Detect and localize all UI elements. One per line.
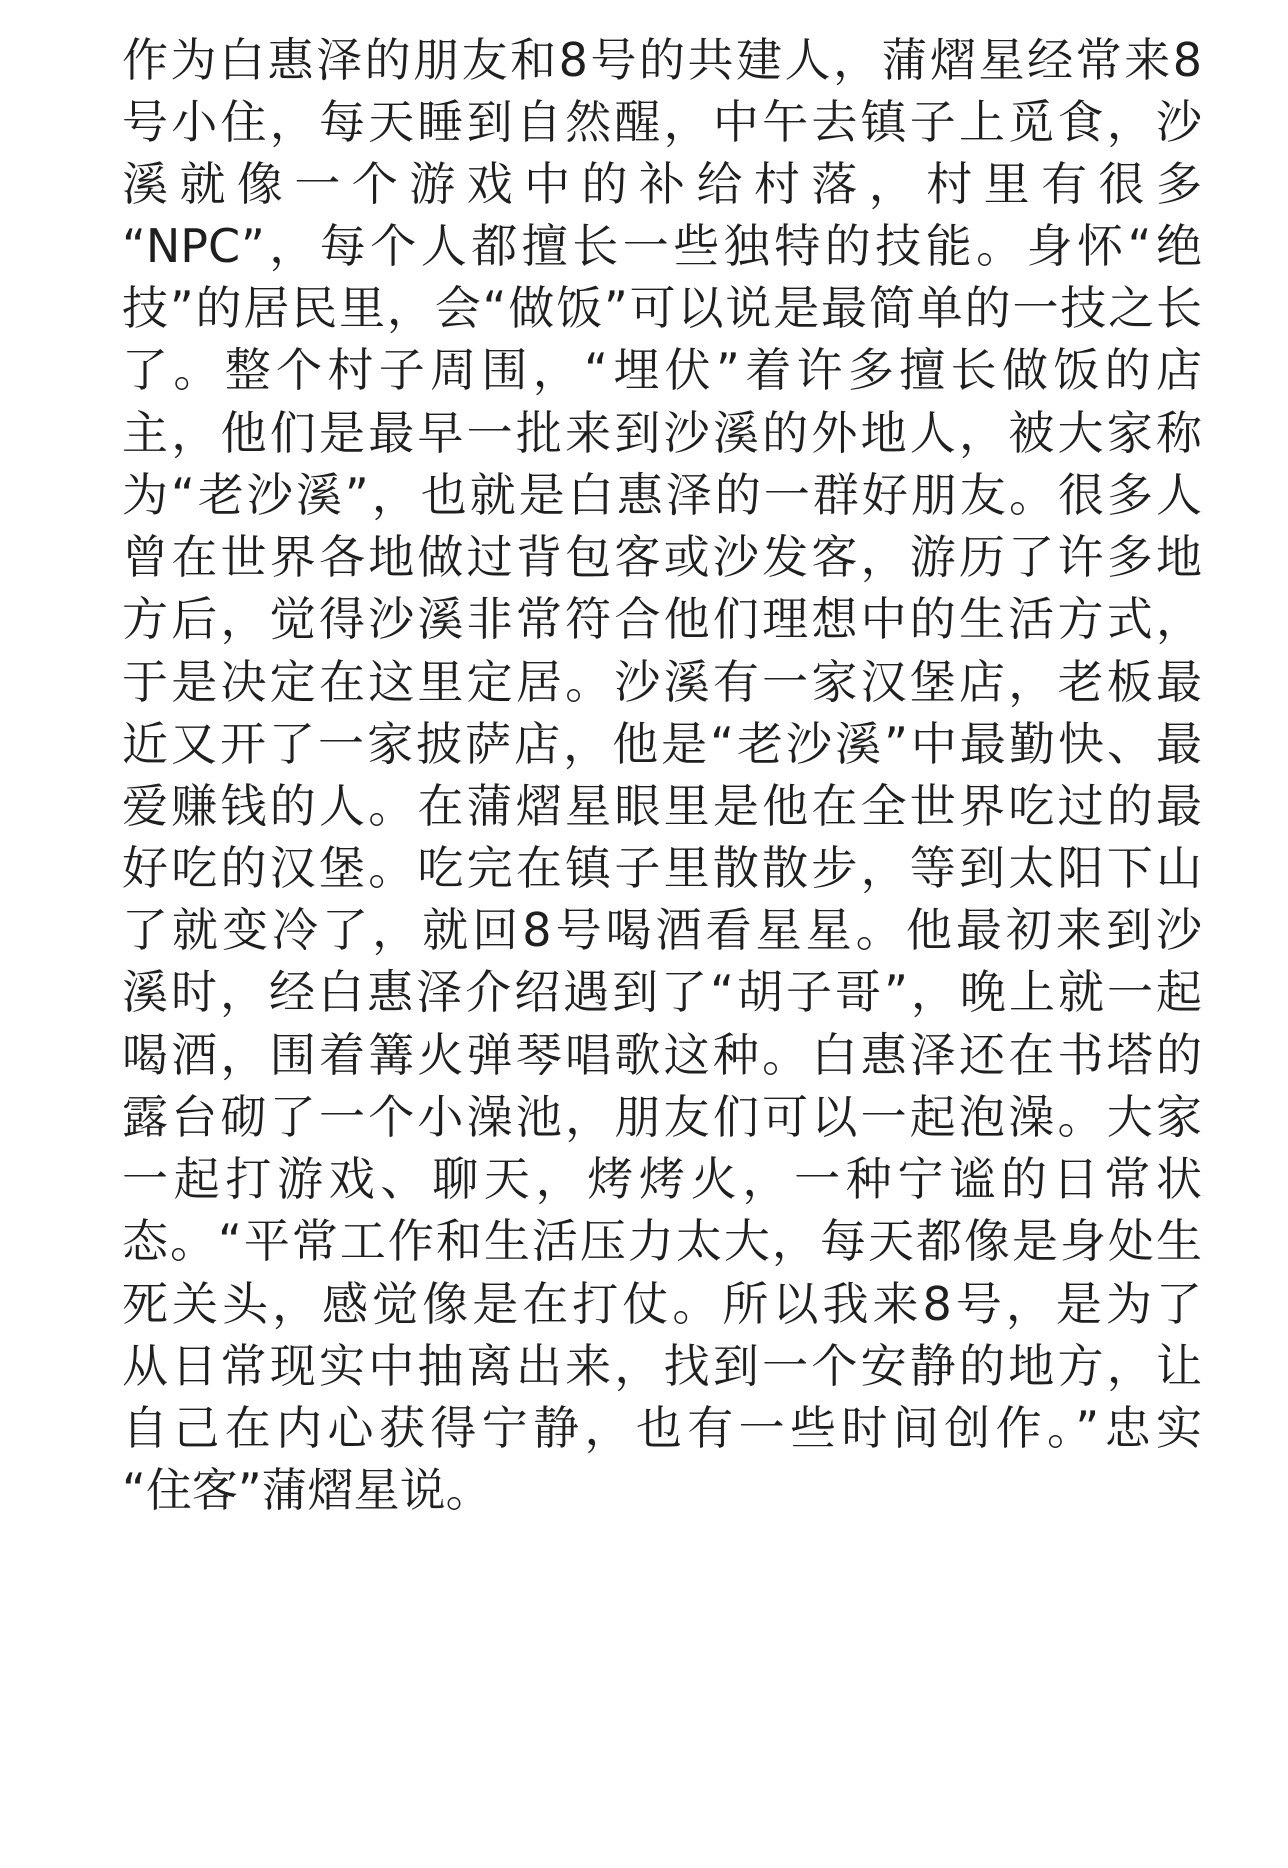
text-line: 爱赚钱的人。在蒲熠星眼里是他在全世界吃过的最: [122, 779, 1202, 833]
text-line: 从日常现实中抽离出来，找到一个安静的地方，让: [122, 1339, 1202, 1393]
text-line: 溪就像一个游戏中的补给村落，村里有很多: [122, 157, 1202, 211]
text-line: “住客”蒲熠星说。: [122, 1463, 492, 1517]
text-line: 了就变冷了，就回8号喝酒看星星。他最初来到沙: [122, 903, 1202, 957]
text-line: 为“老沙溪”，也就是白惠泽的一群好朋友。很多人: [122, 468, 1202, 522]
text-line: 曾在世界各地做过背包客或沙发客，游历了许多地: [122, 530, 1202, 584]
text-line: 近又开了一家披萨店，他是“老沙溪”中最勤快、最: [122, 717, 1202, 771]
text-line: “NPC”，每个人都擅长一些独特的技能。身怀“绝: [122, 219, 1202, 273]
text-line: 溪时，经白惠泽介绍遇到了“胡子哥”，晚上就一起: [122, 965, 1202, 1019]
text-line: 好吃的汉堡。吃完在镇子里散散步，等到太阳下山: [122, 841, 1202, 895]
text-line: 号小住，每天睡到自然醒，中午去镇子上觅食，沙: [122, 95, 1202, 149]
text-line: 于是决定在这里定居。沙溪有一家汉堡店，老板最: [122, 655, 1202, 709]
text-line: 态。“平常工作和生活压力太大，每天都像是身处生: [122, 1214, 1202, 1268]
text-line: 一起打游戏、聊天，烤烤火，一种宁谧的日常状: [122, 1152, 1202, 1206]
text-line: 死关头，感觉像是在打仗。所以我来8号，是为了: [122, 1277, 1202, 1331]
text-line: 技”的居民里，会“做饭”可以说是最简单的一技之长: [122, 281, 1202, 335]
text-line: 露台砌了一个小澡池，朋友们可以一起泡澡。大家: [122, 1090, 1202, 1144]
text-line: 自己在内心获得宁静，也有一些时间创作。”忠实: [122, 1401, 1202, 1455]
text-line: 方后，觉得沙溪非常符合他们理想中的生活方式，: [122, 592, 1202, 646]
text-line: 喝酒，围着篝火弹琴唱歌这种。白惠泽还在书塔的: [122, 1028, 1202, 1082]
text-line: 作为白惠泽的朋友和8号的共建人，蒲熠星经常来8: [122, 33, 1202, 87]
text-line: 了。整个村子周围，“埋伏”着许多擅长做饭的店: [122, 343, 1202, 397]
text-line: 主，他们是最早一批来到沙溪的外地人，被大家称: [122, 406, 1202, 460]
